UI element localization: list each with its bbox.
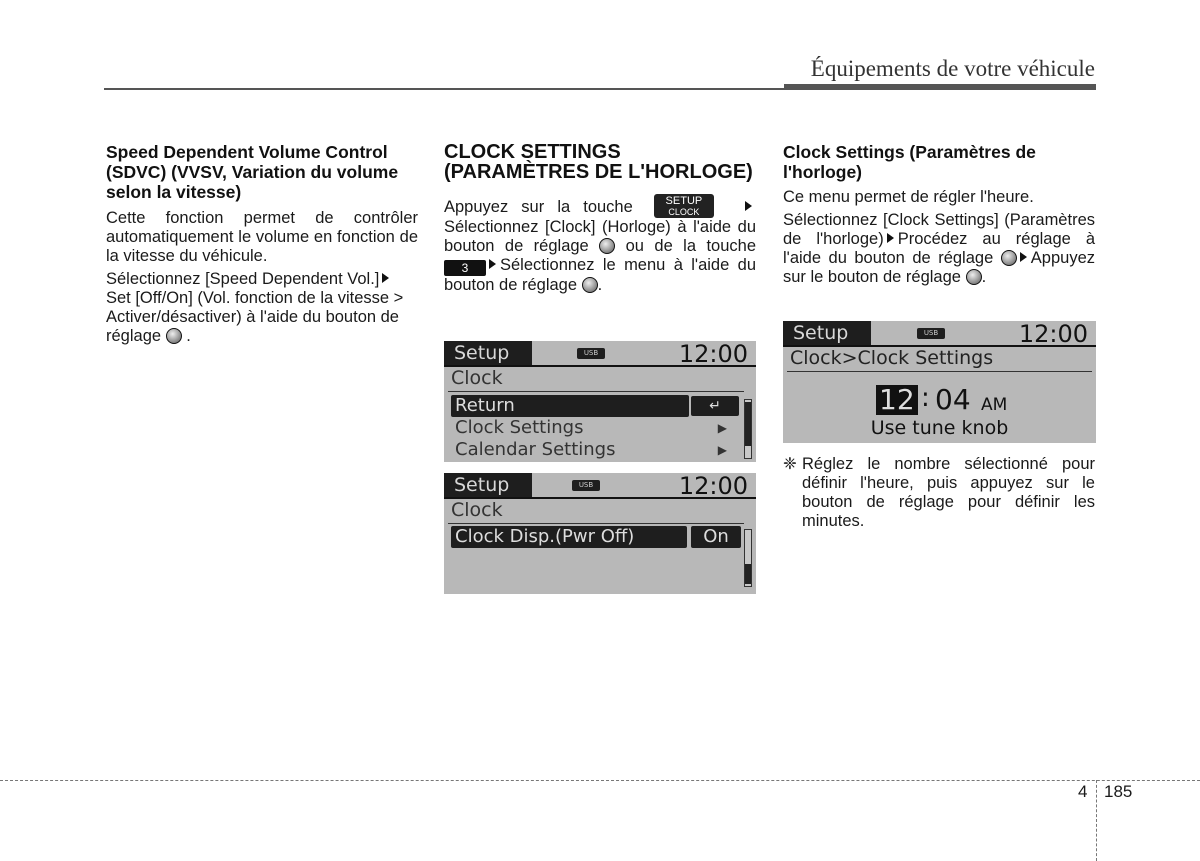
- clock-display: 12:00: [678, 341, 748, 368]
- menu-item-label: Clock Disp.(Pwr Off): [455, 526, 635, 547]
- tab-setup: Setup: [793, 322, 849, 344]
- arrow-right-icon: [489, 259, 496, 269]
- lcd-screen-clock-settings: [783, 321, 1096, 443]
- arrow-right-icon: [745, 201, 752, 211]
- column-sdvc: [106, 142, 418, 350]
- tune-knob-icon: [1001, 250, 1017, 266]
- text: .: [981, 268, 987, 286]
- tab-setup: Setup: [454, 474, 510, 496]
- divider: [448, 523, 744, 524]
- breadcrumb: Clock>Clock Settings: [790, 347, 994, 369]
- text: Procédez au réglage à l'aide du bouton de réglage: [783, 230, 1096, 267]
- scrollbar-thumb[interactable]: [745, 402, 751, 446]
- text: .: [186, 327, 191, 345]
- clock-key-label: CLOCK: [668, 207, 700, 217]
- divider: [787, 371, 1092, 372]
- usb-icon: USB: [917, 328, 945, 339]
- header-rule-accent: [784, 84, 1096, 90]
- menu-item-calendar-settings[interactable]: [451, 439, 731, 461]
- note: [783, 455, 1095, 531]
- status-bar: [783, 321, 1096, 347]
- menu-item-clock-settings[interactable]: [451, 417, 731, 439]
- text: Sélectionnez le menu à l'aide du bouton de réglage: [444, 256, 756, 294]
- time-colon: :: [921, 383, 930, 413]
- tune-knob-icon: [599, 238, 615, 254]
- return-arrow-icon: ↵: [691, 396, 739, 416]
- option-value-on[interactable]: On: [691, 526, 741, 548]
- lcd-screen-clock-menu: [444, 341, 756, 462]
- usb-icon: USB: [572, 480, 600, 491]
- lcd-screen-clock-display: [444, 473, 756, 594]
- text: ou de la touche: [625, 237, 756, 255]
- page-header-title: Équipements de votre véhicule: [810, 56, 1095, 81]
- status-bar: [444, 473, 756, 499]
- scrollbar-thumb[interactable]: [745, 564, 751, 584]
- divider: [448, 391, 744, 392]
- tune-knob-icon: [582, 277, 598, 293]
- minute-value[interactable]: 04: [935, 383, 971, 416]
- text: Appuyez sur la touche: [444, 198, 633, 216]
- note-text: Réglez le nombre sélectionné pour définir l'heure, puis appuyez sur le bouton de réglage pour définir les minutes.: [802, 455, 1095, 530]
- arrow-right-icon: [1020, 252, 1027, 262]
- column-clock-sub-settings: [783, 142, 1095, 291]
- footer-vertical-rule: [1096, 780, 1097, 861]
- paragraph-clock-steps: [444, 194, 756, 295]
- menu-item-clock-disp[interactable]: [451, 526, 687, 548]
- menu-item-return[interactable]: [451, 395, 689, 417]
- text: .: [597, 276, 603, 294]
- column-clock-settings: [444, 142, 756, 299]
- hint-text: Use tune knob: [870, 417, 1009, 439]
- note-symbol: ❈: [783, 455, 797, 473]
- footer-rule: [0, 780, 1200, 781]
- key-3-icon: 3: [444, 260, 486, 276]
- breadcrumb: Clock: [451, 367, 503, 389]
- menu-item-label: Calendar Settings: [455, 439, 616, 460]
- chevron-right-icon: ▶: [717, 443, 727, 457]
- text: Sélectionnez [Clock] (Horloge) à l'aide du bouton de réglage: [444, 218, 756, 255]
- usb-icon: USB: [577, 348, 605, 359]
- scrollbar[interactable]: [744, 399, 752, 459]
- paragraph-clock-settings-intro: Ce menu permet de régler l'heure.: [783, 188, 1034, 206]
- clock-display: 12:00: [678, 473, 748, 500]
- section-title-clock: CLOCK SETTINGS (PARAMÈTRES DE L'HORLOGE): [444, 141, 753, 183]
- arrow-right-icon: [887, 233, 894, 243]
- hour-value[interactable]: 12: [876, 385, 918, 415]
- paragraph-sdvc-steps: [106, 270, 418, 346]
- section-title-sdvc: Speed Dependent Volume Control (SDVC) (VVSV, Variation du volume selon la vitesse): [106, 142, 399, 202]
- page-number: 185: [1104, 782, 1133, 801]
- section-title-clock-settings: Clock Settings (Paramètres de l'horloge): [783, 142, 1036, 182]
- text: Sélectionnez [Clock Settings] (Paramètres de l'horloge): [783, 211, 1095, 248]
- note-block: [783, 455, 1095, 531]
- chevron-right-icon: ▶: [717, 421, 727, 435]
- scrollbar[interactable]: [744, 529, 752, 587]
- clock-display: 12:00: [1018, 321, 1088, 348]
- chapter-number: 4: [1078, 782, 1088, 801]
- text: Sélectionnez [Speed Dependent Vol.]: [106, 270, 380, 288]
- tune-knob-icon: [966, 269, 982, 285]
- paragraph-clock-settings-steps: [783, 211, 1095, 287]
- breadcrumb: Clock: [451, 499, 503, 521]
- menu-item-label: Return: [455, 395, 515, 416]
- status-bar: [444, 341, 756, 367]
- setup-key-label: SETUP: [665, 195, 703, 207]
- setup-clock-key-icon: [654, 194, 714, 218]
- tab-setup: Setup: [454, 342, 510, 364]
- ampm-indicator: AM: [981, 395, 1008, 415]
- arrow-right-icon: [382, 273, 389, 283]
- tune-knob-icon: [166, 328, 182, 344]
- text: Appuyez sur le bouton de réglage: [783, 249, 1095, 286]
- paragraph-sdvc-intro: Cette fonction permet de contrôler automatiquement le volume en fonction de la vitesse du véhicule.: [106, 209, 418, 265]
- text: Set [Off/On] (Vol. fonction de la vitesse > Activer/désactiver) à l'aide du bouton de réglage: [106, 289, 404, 345]
- menu-item-label: Clock Settings: [455, 417, 584, 438]
